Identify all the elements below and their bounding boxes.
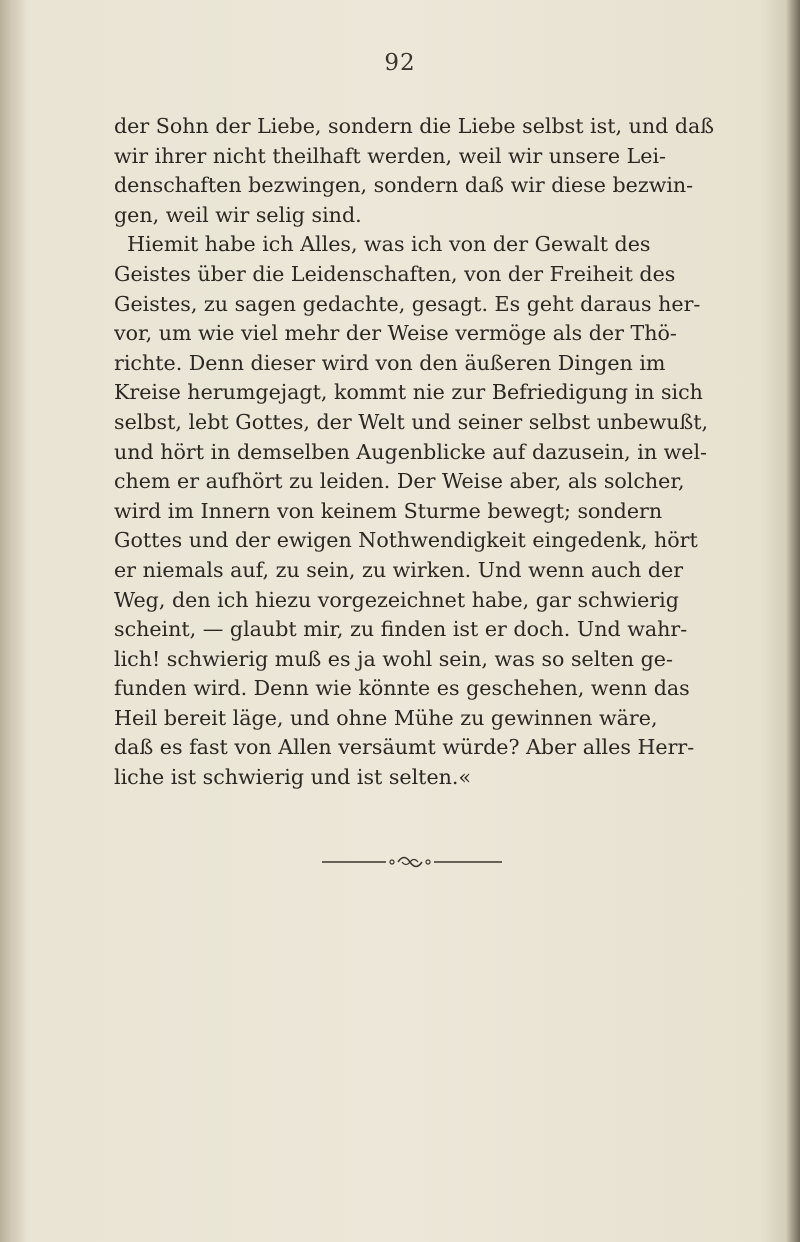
text-line: daß es fast von Allen versäumt würde? Aber alles Herr-: [114, 735, 695, 760]
text-line: Gottes und der ewigen Nothwendigkeit eingedenk, hört: [114, 528, 698, 553]
printers-ornament-icon: [322, 852, 502, 872]
text-line: lich! schwierig muß es ja wohl sein, was so selten ge-: [114, 646, 673, 671]
text-line: gen, weil wir selig sind.: [114, 202, 362, 227]
text-line: denschaften bezwingen, sondern daß wir diese bezwin-: [114, 173, 694, 198]
text-line: selbst, lebt Gottes, der Welt und seiner selbst unbewußt,: [114, 409, 709, 434]
text-line: der Sohn der Liebe, sondern die Liebe selbst ist, und daß: [114, 114, 714, 138]
text-line: er niemals auf, zu sein, zu wirken. Und wenn auch der: [114, 557, 684, 582]
text-line: liche ist schwierig und ist selten.«: [114, 765, 472, 790]
text-line: chem er aufhört zu leiden. Der Weise aber, als solcher,: [114, 469, 685, 494]
text-line: Kreise herumgejagt, kommt nie zur Befriedigung in sich: [114, 380, 703, 405]
text-line: Weg, den ich hiezu vorgezeichnet habe, gar schwierig: [114, 587, 679, 612]
text-line: Geistes, zu sagen gedachte, gesagt. Es geht daraus her-: [114, 291, 701, 316]
text-line: funden wird. Denn wie könnte es geschehen, wenn das: [114, 676, 690, 701]
text-line: richte. Denn dieser wird von den äußeren Dingen im: [114, 350, 666, 375]
text-line: vor, um wie viel mehr der Weise vermöge als der Thö-: [114, 321, 677, 346]
page-number: 92: [384, 50, 416, 76]
binding-shadow: [0, 0, 26, 1242]
text-line: scheint, — glaubt mir, zu finden ist er doch. Und wahr-: [114, 617, 688, 642]
text-line: Hiemit habe ich Alles, was ich von der Gewalt des: [114, 232, 651, 257]
text-line: wird im Innern von keinem Sturme bewegt; sondern: [114, 498, 663, 523]
text-line: und hört in demselben Augenblicke auf dazusein, in wel-: [114, 439, 708, 464]
page-edge: [786, 0, 800, 1242]
text-line: Geistes über die Leidenschaften, von der Freiheit des: [114, 261, 676, 286]
text-line: wir ihrer nicht theilhaft werden, weil wir unsere Lei-: [114, 143, 667, 168]
text-line: Heil bereit läge, und ohne Mühe zu gewinnen wäre,: [114, 705, 658, 730]
body-text: [114, 112, 714, 793]
